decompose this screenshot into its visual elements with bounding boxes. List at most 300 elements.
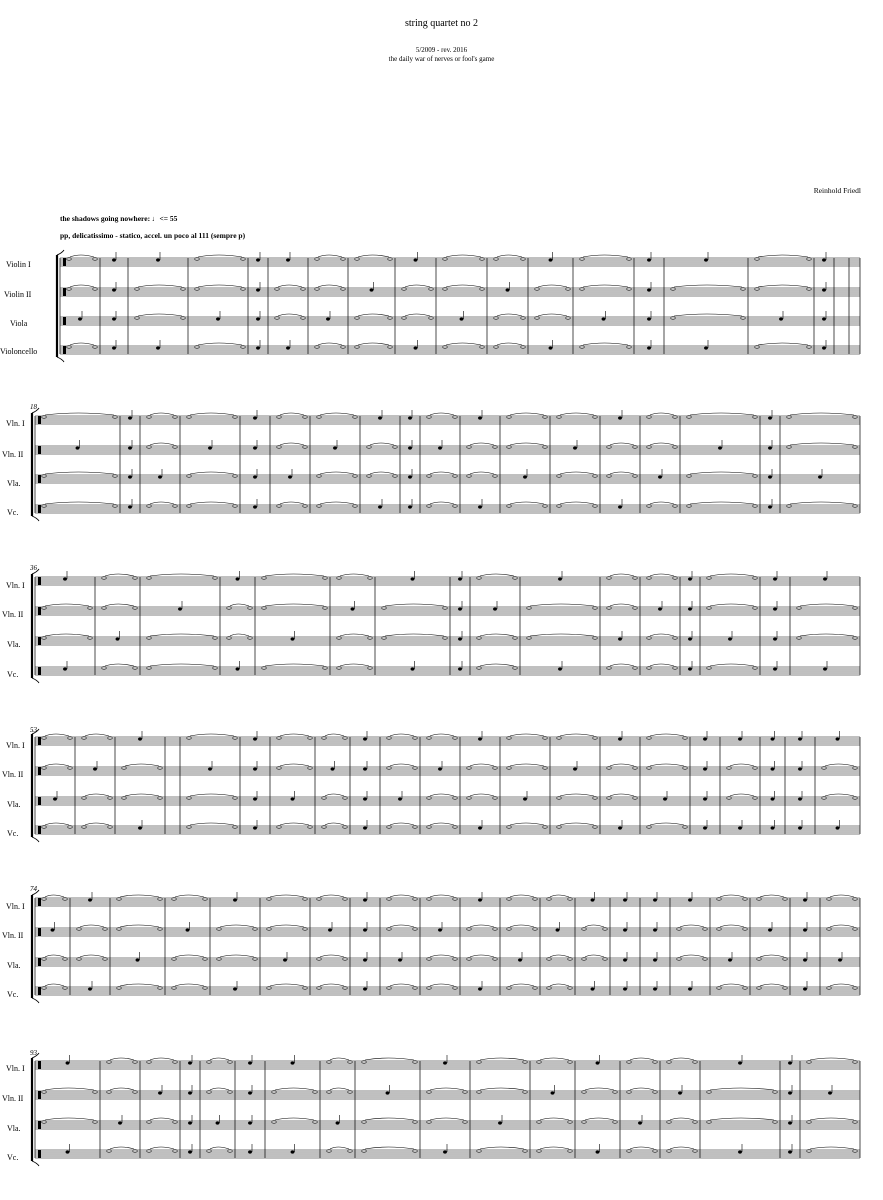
- tie-arc: [610, 472, 634, 474]
- note-head: [768, 417, 772, 420]
- tie-arc: [470, 955, 494, 957]
- measure-number: 74: [30, 885, 37, 893]
- instrument-label-vla: Vla.: [7, 961, 21, 970]
- tie-arc: [510, 895, 534, 897]
- tie-arc: [758, 343, 808, 345]
- note-head: [51, 929, 55, 932]
- note-head: [256, 347, 260, 350]
- note-head: [478, 899, 482, 902]
- note-head: [188, 1151, 192, 1154]
- note-head: [76, 447, 80, 450]
- bracket-hook: [32, 516, 39, 521]
- note-head: [291, 1151, 295, 1154]
- note-head: [363, 768, 367, 771]
- note-head: [788, 1092, 792, 1095]
- note-head: [688, 899, 692, 902]
- tie-arc: [690, 502, 754, 504]
- tie-arc: [690, 413, 754, 415]
- tie-arc: [150, 443, 174, 445]
- tie-arc: [650, 664, 674, 666]
- note-head: [688, 638, 692, 641]
- bracket-hook: [57, 357, 64, 362]
- tie-arc: [758, 285, 808, 287]
- note-head: [363, 827, 367, 830]
- tie-arc: [610, 664, 634, 666]
- tie-arc: [583, 255, 628, 257]
- tie-arc: [610, 574, 634, 576]
- note-head: [178, 608, 182, 611]
- note-head: [623, 929, 627, 932]
- time-signature: [38, 607, 41, 615]
- time-signature: [63, 317, 66, 325]
- note-head: [236, 578, 240, 581]
- note-head: [638, 1122, 642, 1125]
- tie-arc: [318, 343, 342, 345]
- note-head: [253, 506, 257, 509]
- tie-arc: [365, 1118, 414, 1120]
- instrument-label-vln1: Vln. I: [6, 902, 25, 911]
- time-signature: [38, 1061, 41, 1069]
- note-head: [663, 798, 667, 801]
- tie-arc: [385, 634, 444, 636]
- tie-arc: [370, 472, 394, 474]
- note-head: [803, 929, 807, 932]
- tie-arc: [583, 343, 628, 345]
- expression-marking: pp, delicatissimo - statico, accel. un poco al 111 (sempre p): [60, 231, 246, 240]
- note-head: [788, 1062, 792, 1065]
- tie-arc: [45, 984, 64, 986]
- note-head: [822, 318, 826, 321]
- note-head: [704, 347, 708, 350]
- tie-arc: [560, 413, 594, 415]
- note-head: [256, 289, 260, 292]
- tie-arc: [105, 574, 134, 576]
- tie-arc: [480, 1088, 524, 1090]
- note-head: [558, 668, 562, 671]
- tie-arc: [265, 604, 324, 606]
- note-head: [653, 899, 657, 902]
- note-head: [596, 1062, 600, 1065]
- note-head: [398, 959, 402, 962]
- instrument-label-vla: Vla.: [7, 800, 21, 809]
- tie-arc: [280, 764, 309, 766]
- tie-arc: [680, 955, 704, 957]
- tie-arc: [85, 734, 109, 736]
- note-head: [188, 1092, 192, 1095]
- note-head: [458, 638, 462, 641]
- note-head: [523, 798, 527, 801]
- tie-arc: [430, 984, 454, 986]
- note-head: [703, 738, 707, 741]
- tie-arc: [710, 574, 754, 576]
- note-head: [253, 768, 257, 771]
- note-head: [771, 798, 775, 801]
- note-head: [551, 1092, 555, 1095]
- note-head: [458, 608, 462, 611]
- tie-arc: [680, 925, 704, 927]
- tie-arc: [105, 604, 134, 606]
- note-head: [478, 738, 482, 741]
- note-head: [523, 476, 527, 479]
- tie-arc: [550, 984, 569, 986]
- tie-arc: [710, 604, 754, 606]
- note-head: [398, 798, 402, 801]
- tie-arc: [630, 1147, 654, 1149]
- tie-arc: [550, 895, 569, 897]
- tie-arc: [790, 413, 854, 415]
- tie-arc: [497, 343, 522, 345]
- tie-arc: [670, 1147, 694, 1149]
- tie-arc: [265, 664, 324, 666]
- tie-arc: [190, 413, 234, 415]
- note-head: [836, 827, 840, 830]
- tempo-text: the shadows going nowhere:: [60, 214, 151, 223]
- tie-arc: [674, 285, 742, 287]
- tie-arc: [190, 734, 234, 736]
- time-signature: [38, 958, 41, 966]
- note-head: [803, 988, 807, 991]
- note-head: [351, 608, 355, 611]
- note-head: [688, 988, 692, 991]
- note-head: [438, 447, 442, 450]
- tie-arc: [45, 413, 114, 415]
- note-head: [408, 506, 412, 509]
- tie-arc: [325, 734, 344, 736]
- note-head: [773, 668, 777, 671]
- time-signature: [38, 987, 41, 995]
- note-head: [460, 318, 464, 321]
- tie-arc: [810, 1118, 854, 1120]
- tie-arc: [198, 285, 242, 287]
- tie-arc: [405, 285, 430, 287]
- tie-arc: [430, 955, 454, 957]
- tie-arc: [710, 664, 754, 666]
- tie-arc: [585, 1088, 614, 1090]
- note-head: [333, 447, 337, 450]
- tie-arc: [480, 1147, 524, 1149]
- note-head: [618, 638, 622, 641]
- note-head: [443, 1151, 447, 1154]
- tie-arc: [125, 794, 159, 796]
- note-head: [188, 1062, 192, 1065]
- note-head: [112, 259, 116, 262]
- tie-arc: [405, 314, 430, 316]
- note-head: [803, 959, 807, 962]
- tie-arc: [358, 255, 389, 257]
- tie-arc: [390, 984, 414, 986]
- tie-arc: [430, 1118, 464, 1120]
- tie-arc: [120, 895, 159, 897]
- note-head: [718, 447, 722, 450]
- tie-arc: [758, 255, 808, 257]
- tie-arc: [175, 955, 204, 957]
- tie-arc: [80, 925, 104, 927]
- measure-number: 18: [30, 403, 37, 411]
- note-head: [336, 1122, 340, 1125]
- note-head: [618, 417, 622, 420]
- note-head: [798, 827, 802, 830]
- note-head: [703, 798, 707, 801]
- bracket-hook: [32, 837, 39, 842]
- tie-arc: [45, 1118, 94, 1120]
- note-head: [248, 1092, 252, 1095]
- note-head: [738, 738, 742, 741]
- tie-arc: [560, 502, 594, 504]
- tie-arc: [150, 1147, 174, 1149]
- note-head: [328, 929, 332, 932]
- tie-arc: [320, 502, 354, 504]
- note-head: [768, 447, 772, 450]
- tie-arc: [530, 604, 594, 606]
- note-head: [438, 768, 442, 771]
- note-head: [618, 506, 622, 509]
- tie-arc: [370, 443, 394, 445]
- note-head: [128, 476, 132, 479]
- tie-arc: [320, 984, 344, 986]
- note-head: [256, 318, 260, 321]
- note-head: [248, 1122, 252, 1125]
- tie-arc: [270, 895, 304, 897]
- tie-arc: [610, 443, 634, 445]
- note-head: [156, 347, 160, 350]
- note-head: [66, 1151, 70, 1154]
- note-head: [838, 959, 842, 962]
- note-head: [623, 899, 627, 902]
- tie-arc: [710, 1118, 774, 1120]
- note-head: [653, 929, 657, 932]
- note-head: [647, 347, 651, 350]
- tie-arc: [470, 925, 494, 927]
- tie-arc: [583, 285, 628, 287]
- note-head: [233, 988, 237, 991]
- tie-arc: [585, 925, 604, 927]
- note-head: [363, 959, 367, 962]
- note-head: [363, 738, 367, 741]
- tie-arc: [330, 1147, 349, 1149]
- note-head: [136, 959, 140, 962]
- tie-arc: [830, 984, 854, 986]
- note-head: [771, 738, 775, 741]
- composition-date: 5/2009 - rev. 2016: [415, 46, 468, 54]
- instrument-label-vln2: Vln. II: [2, 610, 24, 619]
- note-head: [256, 259, 260, 262]
- tie-arc: [175, 895, 204, 897]
- note-head: [288, 476, 292, 479]
- tie-arc: [560, 734, 594, 736]
- tie-arc: [210, 1088, 229, 1090]
- time-signature: [38, 667, 41, 675]
- tie-arc: [720, 984, 744, 986]
- note-head: [291, 638, 295, 641]
- note-head: [283, 959, 287, 962]
- note-head: [253, 798, 257, 801]
- note-head: [788, 1151, 792, 1154]
- measure-number: 53: [30, 726, 37, 734]
- note-head: [378, 506, 382, 509]
- tie-arc: [540, 1058, 569, 1060]
- tie-arc: [510, 764, 544, 766]
- tie-arc: [330, 1088, 349, 1090]
- tie-arc: [690, 472, 754, 474]
- tie-arc: [70, 285, 94, 287]
- tie-arc: [275, 1118, 314, 1120]
- note-head: [253, 417, 257, 420]
- note-head: [768, 476, 772, 479]
- note-head: [728, 638, 732, 641]
- tie-arc: [510, 502, 544, 504]
- note-head: [286, 347, 290, 350]
- time-signature: [38, 767, 41, 775]
- tie-arc: [110, 1088, 134, 1090]
- tie-arc: [650, 634, 674, 636]
- note-head: [596, 1151, 600, 1154]
- note-head: [236, 668, 240, 671]
- tie-arc: [358, 343, 389, 345]
- instrument-label-vln2: Vln. II: [2, 450, 24, 459]
- tie-arc: [340, 574, 369, 576]
- tie-arc: [190, 794, 234, 796]
- tie-arc: [45, 502, 114, 504]
- bracket-hook: [32, 678, 39, 683]
- tie-arc: [510, 925, 534, 927]
- tie-arc: [830, 895, 854, 897]
- note-head: [112, 318, 116, 321]
- note-head: [798, 768, 802, 771]
- tie-arc: [70, 255, 94, 257]
- instrument-label-vc: Vc.: [7, 670, 19, 679]
- time-signature: [63, 346, 66, 354]
- tie-arc: [510, 734, 544, 736]
- note-head: [518, 959, 522, 962]
- tie-arc: [45, 895, 64, 897]
- tie-arc: [650, 413, 674, 415]
- note-head: [88, 988, 92, 991]
- tie-arc: [150, 634, 214, 636]
- time-signature: [38, 826, 41, 834]
- tie-arc: [318, 285, 342, 287]
- tie-arc: [198, 255, 242, 257]
- note-head: [788, 1122, 792, 1125]
- tie-arc: [270, 984, 304, 986]
- tie-arc: [45, 634, 89, 636]
- instrument-label-vln1: Vln. I: [6, 419, 25, 428]
- tie-arc: [325, 823, 344, 825]
- instrument-label-vla: Vla.: [7, 1124, 21, 1133]
- note-head: [66, 1062, 70, 1065]
- note-head: [653, 988, 657, 991]
- tie-arc: [497, 255, 522, 257]
- note-head: [658, 476, 662, 479]
- tie-arc: [190, 472, 234, 474]
- note-head: [408, 447, 412, 450]
- note-head: [803, 899, 807, 902]
- tie-arc: [280, 502, 304, 504]
- tie-arc: [45, 734, 69, 736]
- tie-arc: [825, 764, 854, 766]
- tie-arc: [790, 443, 854, 445]
- tie-arc: [138, 314, 182, 316]
- tie-arc: [430, 734, 454, 736]
- note-head: [822, 259, 826, 262]
- instrument-label-vc: Vc.: [7, 829, 19, 838]
- tie-arc: [585, 1118, 614, 1120]
- note-head: [443, 1062, 447, 1065]
- tie-arc: [790, 502, 854, 504]
- tie-arc: [230, 604, 249, 606]
- note-head: [658, 608, 662, 611]
- note-head: [188, 1122, 192, 1125]
- time-signature: [38, 928, 41, 936]
- time-signature: [38, 637, 41, 645]
- tie-arc: [430, 502, 454, 504]
- tie-arc: [730, 764, 754, 766]
- tie-arc: [470, 764, 494, 766]
- tie-arc: [270, 925, 304, 927]
- tie-arc: [825, 794, 854, 796]
- note-head: [158, 1092, 162, 1095]
- tie-arc: [538, 285, 567, 287]
- tie-arc: [430, 413, 454, 415]
- tie-arc: [390, 823, 414, 825]
- note-head: [688, 668, 692, 671]
- tie-arc: [320, 955, 344, 957]
- note-head: [438, 929, 442, 932]
- note-head: [728, 959, 732, 962]
- note-head: [208, 447, 212, 450]
- tie-arc: [280, 823, 309, 825]
- bracket-hook: [57, 250, 64, 255]
- tie-arc: [320, 413, 354, 415]
- note-head: [414, 347, 418, 350]
- note-head: [363, 988, 367, 991]
- tie-arc: [674, 314, 742, 316]
- tie-arc: [385, 604, 444, 606]
- tie-arc: [630, 1088, 654, 1090]
- tie-arc: [800, 604, 854, 606]
- note-head: [208, 768, 212, 771]
- tie-arc: [730, 794, 754, 796]
- note-head: [618, 827, 622, 830]
- note-head: [138, 827, 142, 830]
- tie-arc: [220, 955, 254, 957]
- note-head: [216, 1122, 220, 1125]
- tie-arc: [45, 823, 69, 825]
- instrument-label-vla: Vla.: [7, 479, 21, 488]
- note-head: [128, 447, 132, 450]
- time-signature: [38, 797, 41, 805]
- time-signature: [63, 288, 66, 296]
- note-head: [773, 608, 777, 611]
- instrument-label-vla: Vla.: [7, 640, 21, 649]
- tie-arc: [470, 794, 494, 796]
- tie-arc: [430, 895, 454, 897]
- tie-arc: [80, 955, 104, 957]
- note-head: [836, 738, 840, 741]
- bracket-hook: [32, 408, 39, 413]
- tie-arc: [280, 734, 309, 736]
- tie-arc: [278, 314, 302, 316]
- note-head: [591, 899, 595, 902]
- note-head: [78, 318, 82, 321]
- tie-arc: [585, 955, 604, 957]
- note-head: [623, 988, 627, 991]
- tie-arc: [480, 664, 514, 666]
- note-head: [363, 929, 367, 932]
- tie-arc: [560, 823, 594, 825]
- note-head: [647, 318, 651, 321]
- tie-arc: [70, 343, 94, 345]
- note-head: [63, 578, 67, 581]
